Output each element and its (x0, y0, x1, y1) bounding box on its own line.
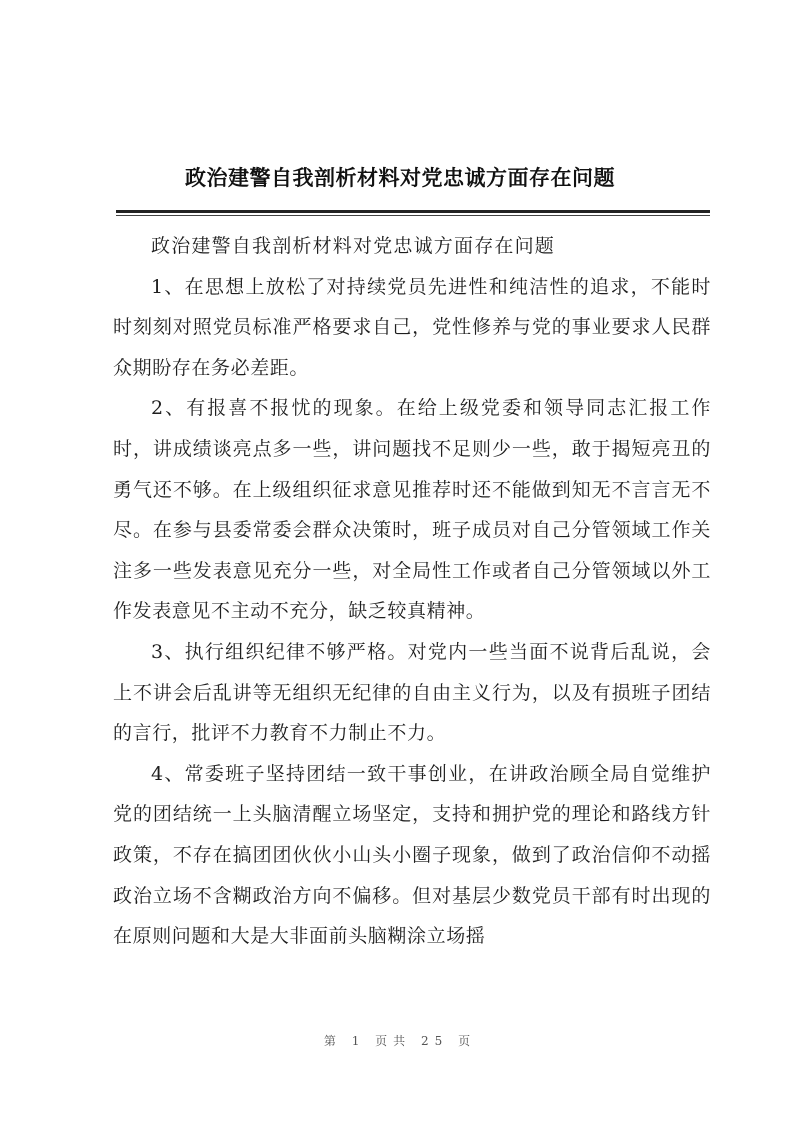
document-body (113, 226, 711, 957)
paragraph-2: 2、有报喜不报忧的现象。在给上级党委和领导同志汇报工作时，讲成绩谈亮点多一些，讲问题找不足则少一些，敢于揭短亮丑的勇气还不够。在上级组织征求意见推荐时还不能做到知无不言言无不尽。在参与县委常委会群众决策时，班子成员对自己分管领域工作关注多一些发表意见充分一些，对全局性工作或者自己分管领域以外工作发表意见不主动不充分，缺乏较真精神。 (113, 397, 711, 623)
footer-suffix: 页 (458, 1034, 477, 1048)
paragraph-3: 3、执行组织纪律不够严格。对党内一些当面不说背后乱说，会上不讲会后乱讲等无组织无纪律的自由主义行为，以及有损班子团结的言行，批评不力教育不力制止不力。 (113, 640, 711, 745)
footer-total-pages: 25 (421, 1034, 449, 1048)
paragraph-4: 4、常委班子坚持团结一致干事创业，在讲政治顾全局自觉维护党的团结统一上头脑清醒立场坚定，支持和拥护党的理论和路线方针政策，不存在搞团团伙伙小山头小圈子现象，做到了政治信仰不动摇政治立场不含糊政治方向不偏移。但对基层少数党员干部有时出现的在原则问题和大是大非面前头脑糊涂立场摇 (113, 762, 711, 948)
document-title: 政治建警自我剖析材料对党忠诚方面存在问题 (185, 165, 615, 190)
title-divider (116, 210, 710, 213)
page-footer (0, 1032, 800, 1049)
title-divider-thin (116, 215, 710, 216)
footer-middle: 页共 (375, 1034, 412, 1048)
footer-page-number: 1 (351, 1034, 366, 1048)
paragraph-1: 1、在思想上放松了对持续党员先进性和纯洁性的追求，不能时时刻刻对照党员标准严格要求自己，党性修养与党的事业要求人民群众期盼存在务必差距。 (113, 275, 711, 379)
body-subtitle: 政治建警自我剖析材料对党忠诚方面存在问题 (151, 235, 556, 257)
footer-prefix: 第 (323, 1034, 342, 1048)
